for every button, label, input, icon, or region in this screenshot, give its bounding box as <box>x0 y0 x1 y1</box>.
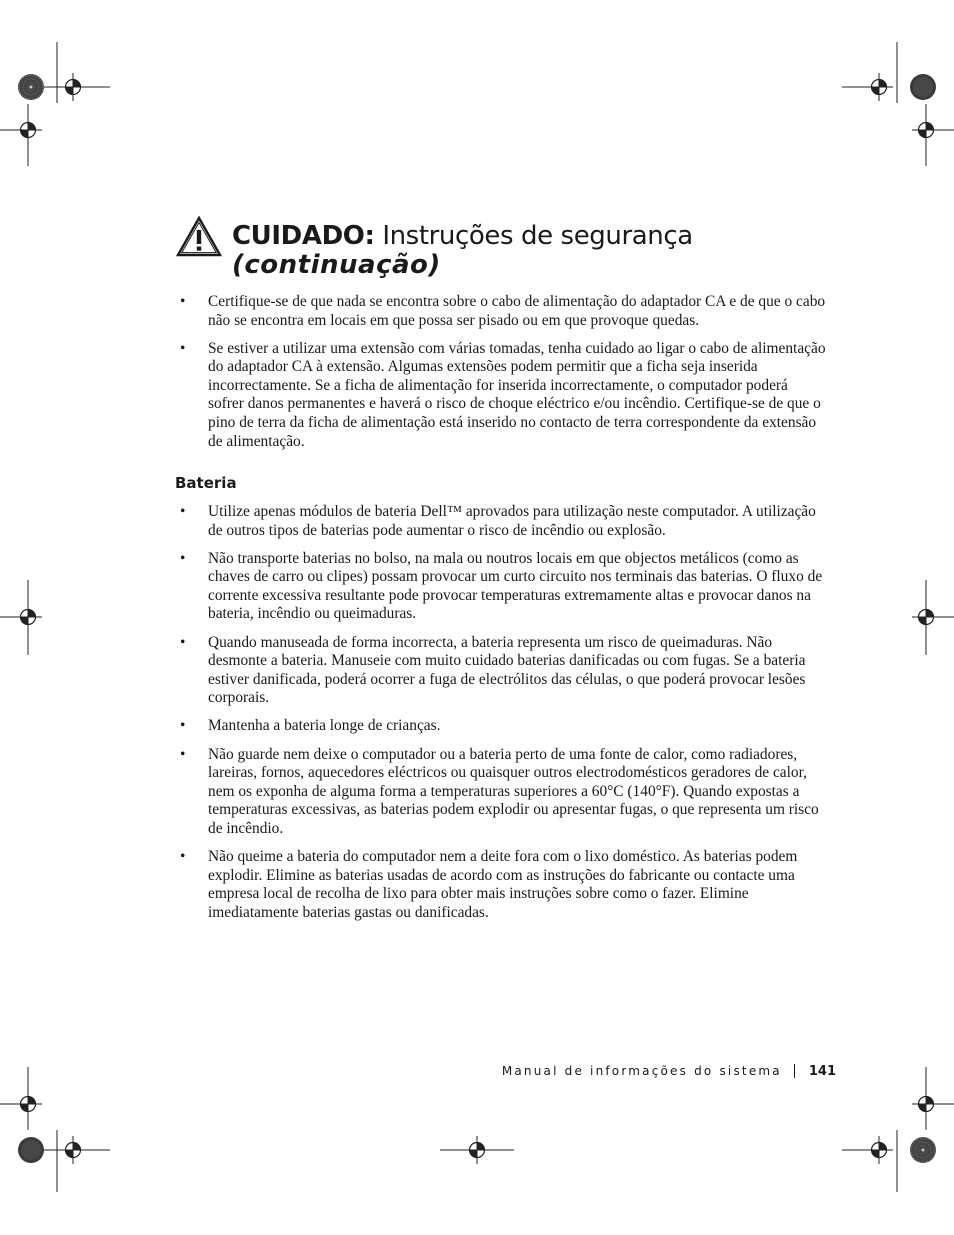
warning-triangle-icon <box>176 216 222 258</box>
list-item-text: Se estiver a utilizar uma extensão com várias tomadas, tenha cuidado ao ligar o cabo de alimentação do adaptador CA à extensão. Algumas extensões podem permitir que a ficha seja inserida incorrectamente. Se a ficha de alimentação for inserida incorrectamente, o computador poderá sofrer danos permanentes e haverá o risco de choque eléctrico e/ou incêndio. Certifique-se de que o pino de terra da ficha de alimentação está inserido no contacto de terra correspondente da extensão de alimentação. <box>208 339 826 450</box>
footer-label: Manual de informações do sistema <box>501 1064 782 1078</box>
list-item: • Não queime a bateria do computador nem a deite fora com o lixo doméstico. As baterias podem explodir. Elimine as baterias usadas de acordo com as instruções do fabricante ou contacte uma empresa local de recolha de lixo para obter mais instruções sobre como o fazer. Elimine imediatamente baterias gastas ou danificadas. <box>180 848 798 921</box>
list-item: • Utilize apenas módulos de bateria Dell™ aprovados para utilização neste computador. A utilização de outros tipos de baterias pode aumentar o risco de incêndio ou explosão. <box>180 503 816 539</box>
intro-bullet-list <box>176 293 826 461</box>
title-main: Instruções de segurança <box>374 221 693 251</box>
list-item-text: Certifique-se de que nada se encontra sobre o cabo de alimentação do adaptador CA e de que o cabo não se encontra em locais em que possa ser pisado ou em que provoque quedas. <box>208 293 826 329</box>
list-item-text: Não guarde nem deixe o computador ou a bateria perto de uma fonte de calor, como radiadores, lareiras, fornos, aquecedores eléctricos ou quaisquer outros electrodomésticos geradores de calor, nem os exponha de alguma forma a temperaturas superiores a 60°C (140°F). Quando expostas a temperaturas excessivas, as baterias podem explodir ou apresentar fugas, o que representa um risco de incêndio. <box>208 745 819 837</box>
footer-divider <box>794 1064 795 1078</box>
title-text <box>232 222 693 280</box>
list-item-text: Mantenha a bateria longe de crianças. <box>208 717 441 735</box>
title-continuation: (continuação) <box>232 250 441 280</box>
list-item: • Se estiver a utilizar uma extensão com várias tomadas, tenha cuidado ao ligar o cabo de alimentação do adaptador CA à extensão. Algumas extensões podem permitir que a ficha seja inserida incorrectamente. Se a ficha de alimentação for inserida incorrectamente, o computador poderá sofrer danos permanentes e haverá o risco de choque eléctrico e/ou incêndio. Certifique-se de que o pino de terra da ficha de alimentação está inserido no contacto de terra correspondente da extensão de alimentação. <box>180 339 826 450</box>
list-item-text: Quando manuseada de forma incorrecta, a bateria representa um risco de queimaduras. Não desmonte a bateria. Manuseie com muito cuidado baterias danificadas ou com fugas. Se a bateria estiver danificada, poderá ocorrer a fuga de electrólitos das células, o que poderá provocar lesões corporais. <box>208 633 806 707</box>
title-prefix: CUIDADO: <box>232 221 375 251</box>
list-item: • Mantenha a bateria longe de crianças. <box>180 717 441 735</box>
list-item: • Certifique-se de que nada se encontra sobre o cabo de alimentação do adaptador CA e de que o cabo não se encontra em locais em que possa ser pisado ou em que provoque quedas. <box>180 293 826 329</box>
page-footer <box>502 1061 836 1081</box>
list-item: • Quando manuseada de forma incorrecta, a bateria representa um risco de queimaduras. Não desmonte a bateria. Manuseie com muito cuidado baterias danificadas ou com fugas. Se a bateria estiver danificada, poderá ocorrer a fuga de electrólitos das células, o que poderá provocar lesões corporais. <box>180 633 806 707</box>
list-item-text: Não transporte baterias no bolso, na mala ou noutros locais em que objectos metálicos (como as chaves de carro ou clipes) possam provocar um curto circuito nos terminais das baterias. O fluxo de corrente excessiva resultante pode provocar temperaturas extremamente altas e provocar danos na bateria, incêndio ou queimaduras. <box>208 549 823 623</box>
list-item: • Não transporte baterias no bolso, na mala ou noutros locais em que objectos metálicos (como as chaves de carro ou clipes) possam provocar um curto circuito nos terminais das baterias. O fluxo de corrente excessiva resultante pode provocar temperaturas extremamente altas e provocar danos na bateria, incêndio ou queimaduras. <box>180 549 823 623</box>
list-item-text: Não queime a bateria do computador nem a deite fora com o lixo doméstico. As baterias podem explodir. Elimine as baterias usadas de acordo com as instruções do fabricante ou contacte uma empresa local de recolha de lixo para obter mais instruções sobre como o fazer. Elimine imediatamente baterias gastas ou danificadas. <box>208 848 798 921</box>
section-heading-battery: Bateria <box>175 474 237 492</box>
page-title <box>176 216 856 286</box>
battery-bullet-list <box>176 503 826 932</box>
list-item: • Não guarde nem deixe o computador ou a bateria perto de uma fonte de calor, como radiadores, lareiras, fornos, aquecedores eléctricos ou quaisquer outros electrodomésticos geradores de calor, nem os exponha de alguma forma a temperaturas superiores a 60°C (140°F). Quando expostas a temperaturas excessivas, as baterias podem explodir ou apresentar fugas, o que representa um risco de incêndio. <box>180 745 819 837</box>
list-item-text: Utilize apenas módulos de bateria Dell™ aprovados para utilização neste computador. A utilização de outros tipos de baterias pode aumentar o risco de incêndio ou explosão. <box>208 503 816 539</box>
page-number: 141 <box>808 1063 836 1079</box>
